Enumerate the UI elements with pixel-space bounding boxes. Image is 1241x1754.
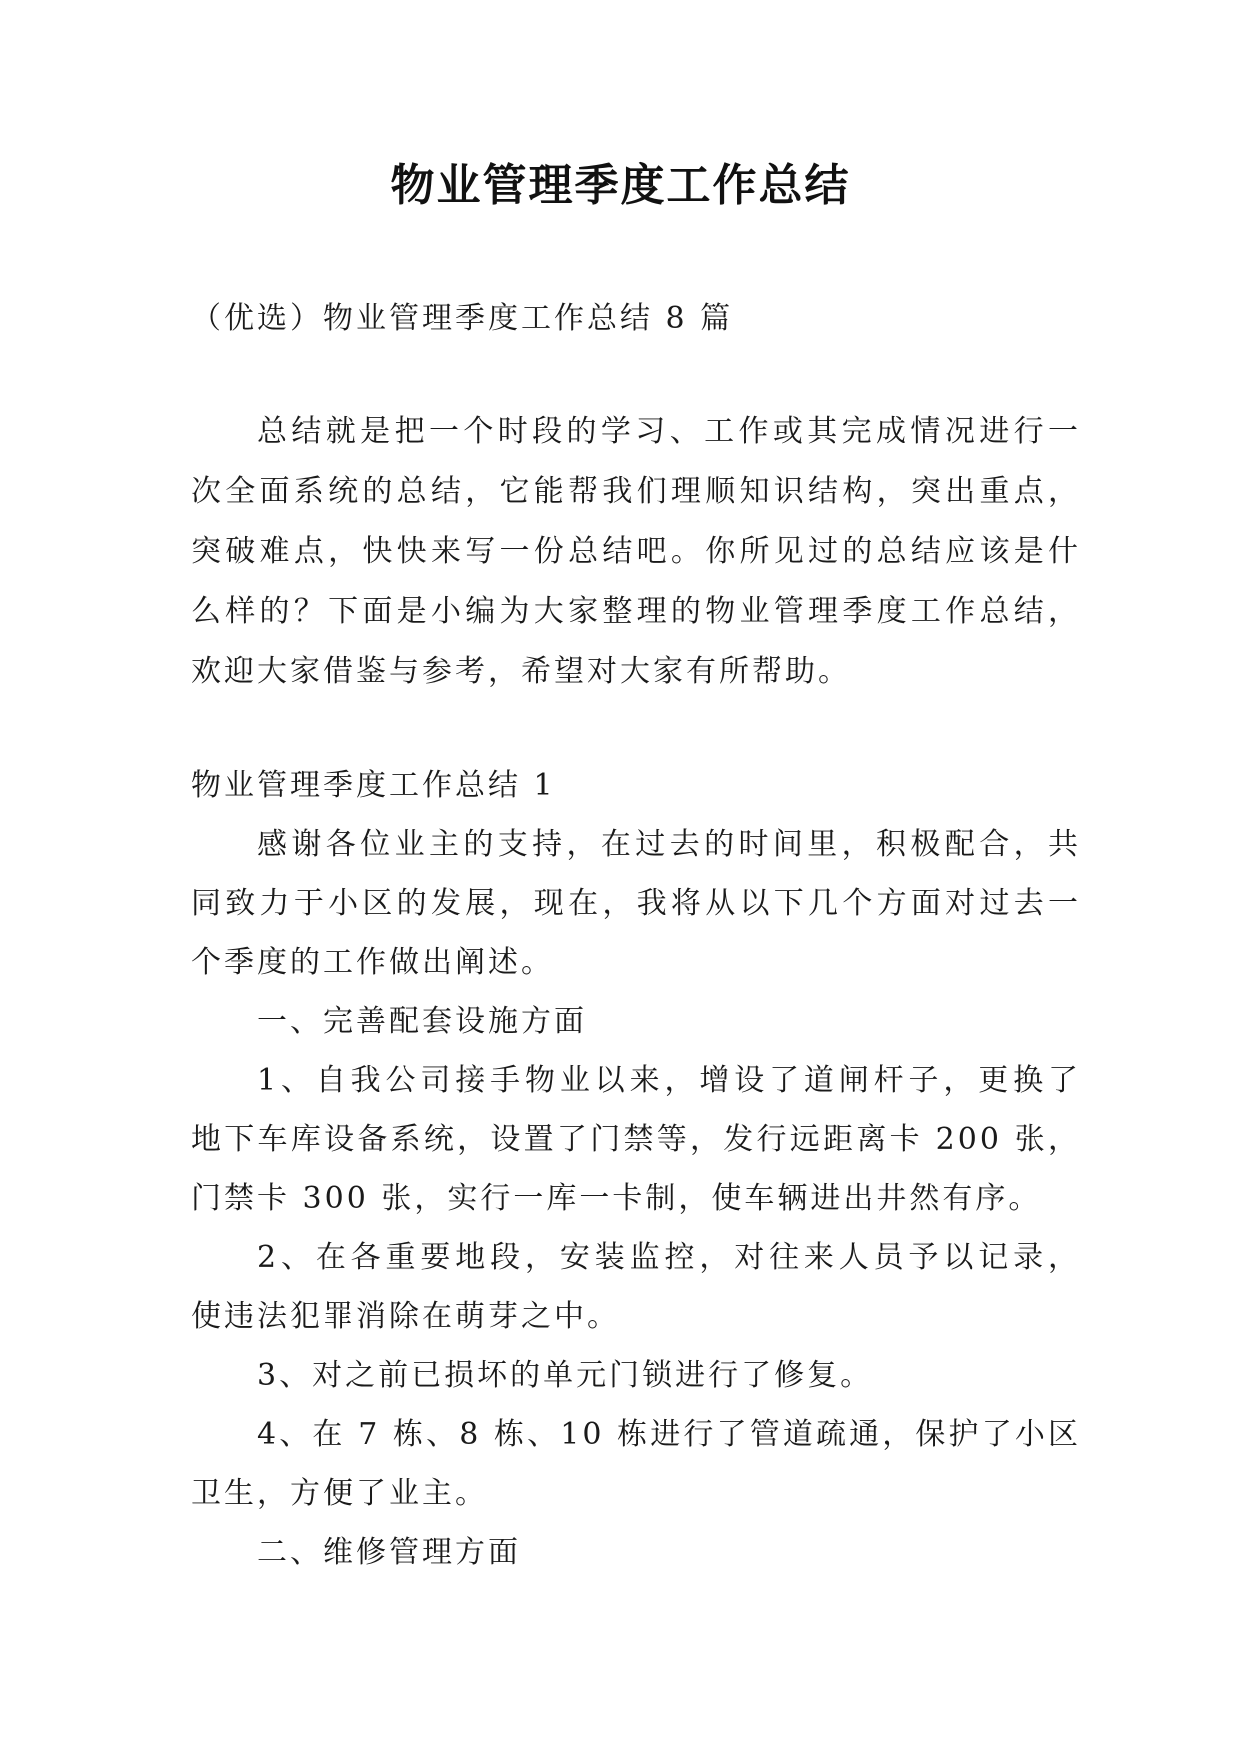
paragraph-line: 突破难点，快快来写一份总结吧。你所见过的总结应该是什 [191,534,1081,569]
paragraph-line: 使违法犯罪消除在萌芽之中。 [191,1299,620,1334]
paragraph-line: 3、对之前已损坏的单元门锁进行了修复。 [257,1358,874,1393]
list-item-3 [191,1346,1081,1405]
subheading-facilities [191,992,1081,1051]
document-title: 物业管理季度工作总结 [390,160,851,211]
paragraph-line: 4、在 7 栋、8 栋、10 栋进行了管道疏通，保护了小区 [257,1417,1081,1452]
paragraph-line: 一、完善配套设施方面 [257,1004,587,1039]
paragraph-line: 二、维修管理方面 [257,1535,521,1570]
list-item-4 [191,1405,1081,1523]
paragraph-line: 么样的？下面是小编为大家整理的物业管理季度工作总结， [191,594,1081,629]
paragraph-line: 卫生，方便了业主。 [191,1476,488,1511]
document-subtitle: （优选）物业管理季度工作总结 8 篇 [191,301,734,336]
paragraph-line: 1、自我公司接手物业以来，增设了道闸杆子，更换了 [257,1063,1081,1098]
section-heading: 物业管理季度工作总结 1 [191,768,556,803]
list-item-2 [191,1228,1081,1346]
intro-paragraph [191,402,1081,702]
paragraph-line: 个季度的工作做出阐述。 [191,945,554,980]
paragraph-line: 感谢各位业主的支持，在过去的时间里，积极配合，共 [257,827,1081,862]
paragraph-line: 门禁卡 300 张，实行一库一卡制，使车辆进出井然有序。 [191,1181,1042,1216]
paragraph-line: 2、在各重要地段，安装监控，对往来人员予以记录， [257,1240,1081,1275]
paragraph-line: 总结就是把一个时段的学习、工作或其完成情况进行一 [257,414,1081,449]
summary-section-1 [191,756,1081,1582]
paragraph-line: 欢迎大家借鉴与参考，希望对大家有所帮助。 [191,654,851,689]
list-item-1 [191,1051,1081,1228]
paragraph-line: 地下车库设备系统，设置了门禁等，发行远距离卡 200 张， [191,1122,1081,1157]
subheading-maintenance [191,1523,1081,1582]
paragraph-line: 次全面系统的总结，它能帮我们理顺知识结构，突出重点， [191,474,1081,509]
paragraph-thanks [191,815,1081,992]
paragraph-line: 同致力于小区的发展，现在，我将从以下几个方面对过去一 [191,886,1081,921]
